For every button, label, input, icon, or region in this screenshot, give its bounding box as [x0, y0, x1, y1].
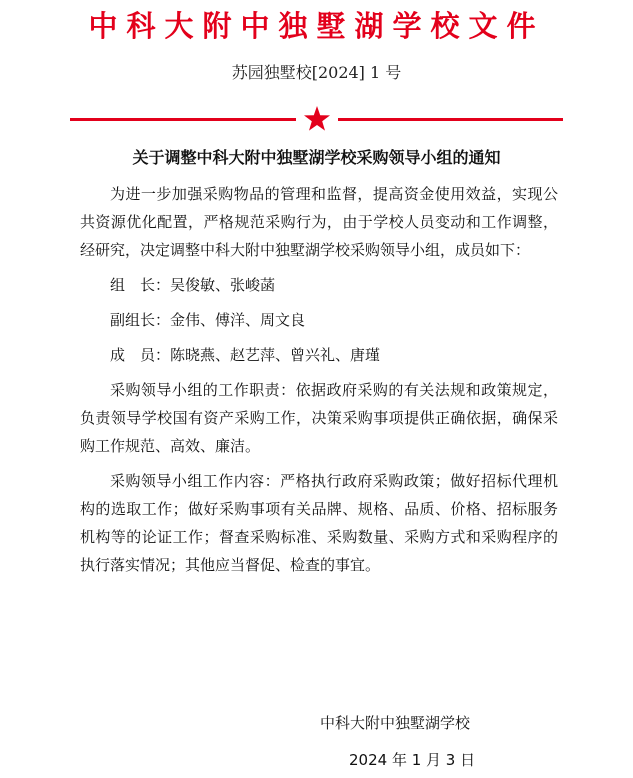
star-icon [302, 104, 332, 134]
member-names: 吴俊敏、张峻菡 [170, 276, 276, 294]
document-header-title: 中科大附中独墅湖学校文件 [88, 9, 545, 43]
duties-paragraph: 采购领导小组的工作职责：依据政府采购的有关法规和政策规定，负责领导学校国有资产采购工作，决策采购事项提供正确依据，确保采购工作规范、高效、廉洁。 [80, 381, 558, 455]
document-date: 2024 年 1 月 3 日 [349, 751, 476, 769]
member-names: 陈晓燕、赵艺萍、曾兴礼、唐瑾 [170, 346, 381, 364]
member-role: 组 长： [110, 276, 171, 294]
separator-line-left [70, 118, 296, 121]
red-separator [70, 106, 563, 132]
work-content-paragraph: 采购领导小组工作内容：严格执行政府采购政策；做好招标代理机构的选取工作；做好采购事项有关品牌、规格、品质、价格、招标服务机构等的论证工作；督查采购标准、采购数量、采购方式和采购程序的执行落实情况；其他应当督促、检查的事宜。 [80, 472, 558, 574]
member-names: 金伟、傅洋、周文良 [170, 311, 306, 329]
member-role: 副组长： [110, 311, 171, 329]
member-row-leader [80, 271, 558, 299]
notice-body [80, 180, 558, 586]
separator-line-right [338, 118, 563, 121]
document-number: 苏园独墅校[2024] 1 号 [231, 63, 402, 82]
intro-paragraph: 为进一步加强采购物品的管理和监督，提高资金使用效益，实现公共资源优化配置，严格规范采购行为，由于学校人员变动和工作调整，经研究，决定调整中科大附中独墅湖学校采购领导小组，成员如下： [80, 185, 558, 259]
member-role: 成 员： [110, 346, 171, 364]
member-row-deputy [80, 306, 558, 334]
signature: 中科大附中独墅湖学校 [320, 714, 471, 732]
notice-title: 关于调整中科大附中独墅湖学校采购领导小组的通知 [132, 148, 501, 167]
member-row-members [80, 341, 558, 369]
